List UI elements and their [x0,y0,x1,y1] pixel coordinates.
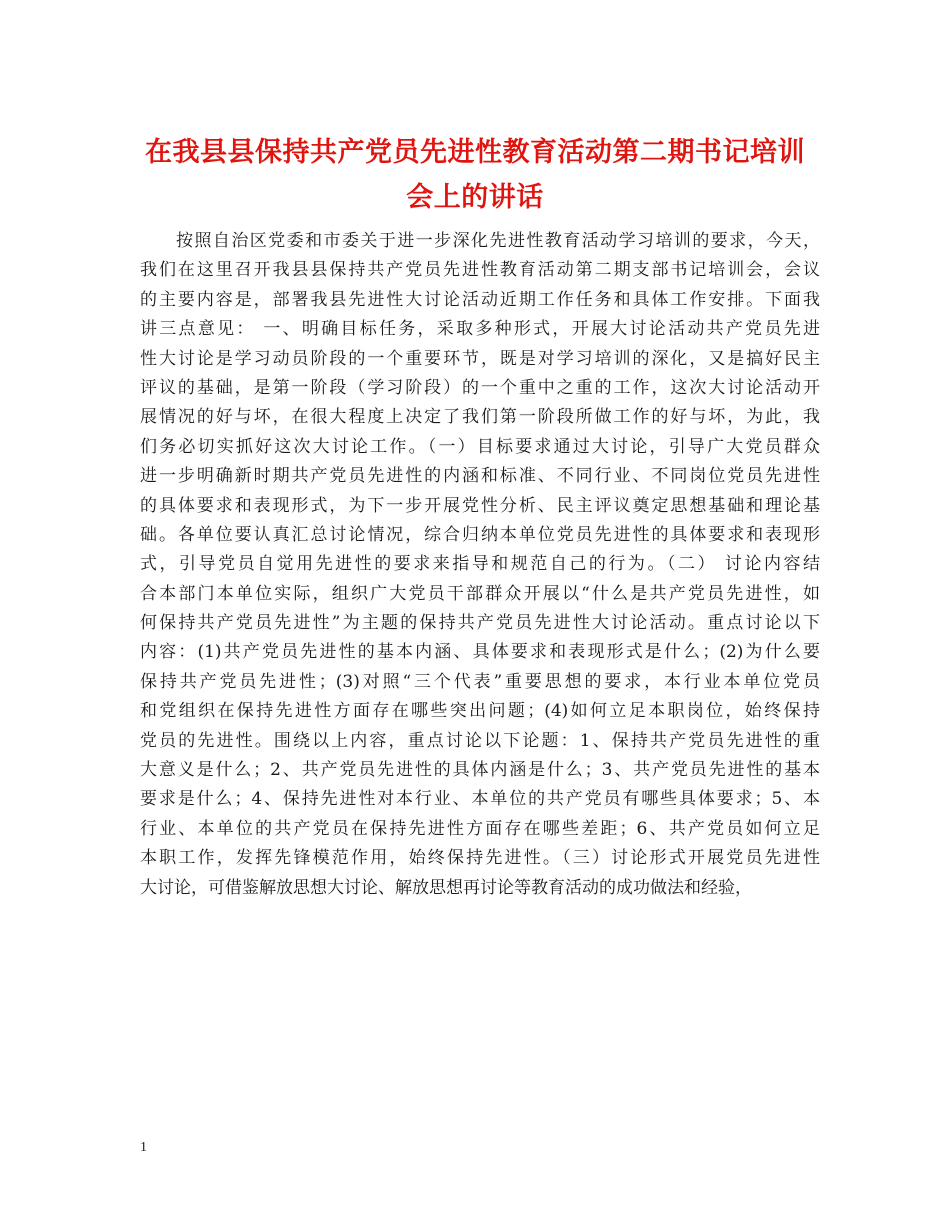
body-line: 按照自治区党委和市委关于进一步深化先进性教育活动学习培训的要求，今天， [176,231,820,251]
body-line: 合本部门本单位实际，组织广大党员干部群众开展以“什么是共产党员先进性，如 [140,583,820,604]
body-line: 式，引导党员自觉用先进性的要求来指导和规范自己的行为。（二） 讨论内容结 [140,554,820,575]
body-line: 党员的先进性。围绕以上内容，重点讨论以下论题：1、保持共产党员先进性的重 [140,730,820,751]
body-line: 和党组织在保持先进性方面存在哪些突出问题；(4)如何立足本职岗位，始终保持 [140,701,820,722]
page-number: 1 [140,1140,147,1155]
body-line: 评议的基础，是第一阶段（学习阶段）的一个重中之重的工作，这次大讨论活动开 [140,377,820,398]
document-body [140,227,820,903]
body-line: 的主要内容是，部署我县先进性大讨论活动近期工作任务和具体工作安排。下面我 [140,289,820,310]
body-line: 的具体要求和表现形式，为下一步开展党性分析、民主评议奠定思想基础和理论基 [140,495,820,516]
body-line: 大讨论，可借鉴解放思想大讨论、解放思想再讨论等教育活动的成功做法和经验， [140,877,752,898]
body-line: 进一步明确新时期共产党员先进性的内涵和标准、不同行业、不同岗位党员先进性 [140,466,820,487]
document-title-line-1: 在我县县保持共产党员先进性教育活动第二期书记培训 [145,137,805,168]
body-line: 础。各单位要认真汇总讨论情况，综合归纳本单位党员先进性的具体要求和表现形 [140,524,820,545]
body-line: 内容：(1)共产党员先进性的基本内涵、具体要求和表现形式是什么；(2)为什么要 [140,642,820,663]
document-title-line-2: 会上的讲话 [406,182,544,213]
body-line: 性大讨论是学习动员阶段的一个重要环节，既是对学习培训的深化，又是搞好民主 [140,348,820,369]
body-line: 本职工作，发挥先锋模范作用，始终保持先进性。（三）讨论形式开展党员先进性 [140,848,820,869]
body-line: 我们在这里召开我县县保持共产党员先进性教育活动第二期支部书记培训会，会议 [140,260,820,281]
body-line: 行业、本单位的共产党员在保持先进性方面存在哪些差距；6、共产党员如何立足 [140,818,820,839]
body-line: 讲三点意见： 一、明确目标任务，采取多种形式，开展大讨论活动共产党员先进 [140,319,820,340]
body-line: 大意义是什么；2、共产党员先进性的具体内涵是什么；3、共产党员先进性的基本 [140,760,820,781]
body-line: 们务必切实抓好这次大讨论工作。（一）目标要求通过大讨论，引导广大党员群众 [140,436,820,457]
body-line: 展情况的好与坏，在很大程度上决定了我们第一阶段所做工作的好与坏，为此，我 [140,407,820,428]
body-line: 要求是什么；4、保持先进性对本行业、本单位的共产党员有哪些具体要求；5、本 [140,789,820,810]
body-line: 何保持共产党员先进性”为主题的保持共产党员先进性大讨论活动。重点讨论以下 [140,613,820,634]
body-line: 保持共产党员先进性；(3)对照“三个代表”重要思想的要求，本行业本单位党员 [140,671,820,692]
